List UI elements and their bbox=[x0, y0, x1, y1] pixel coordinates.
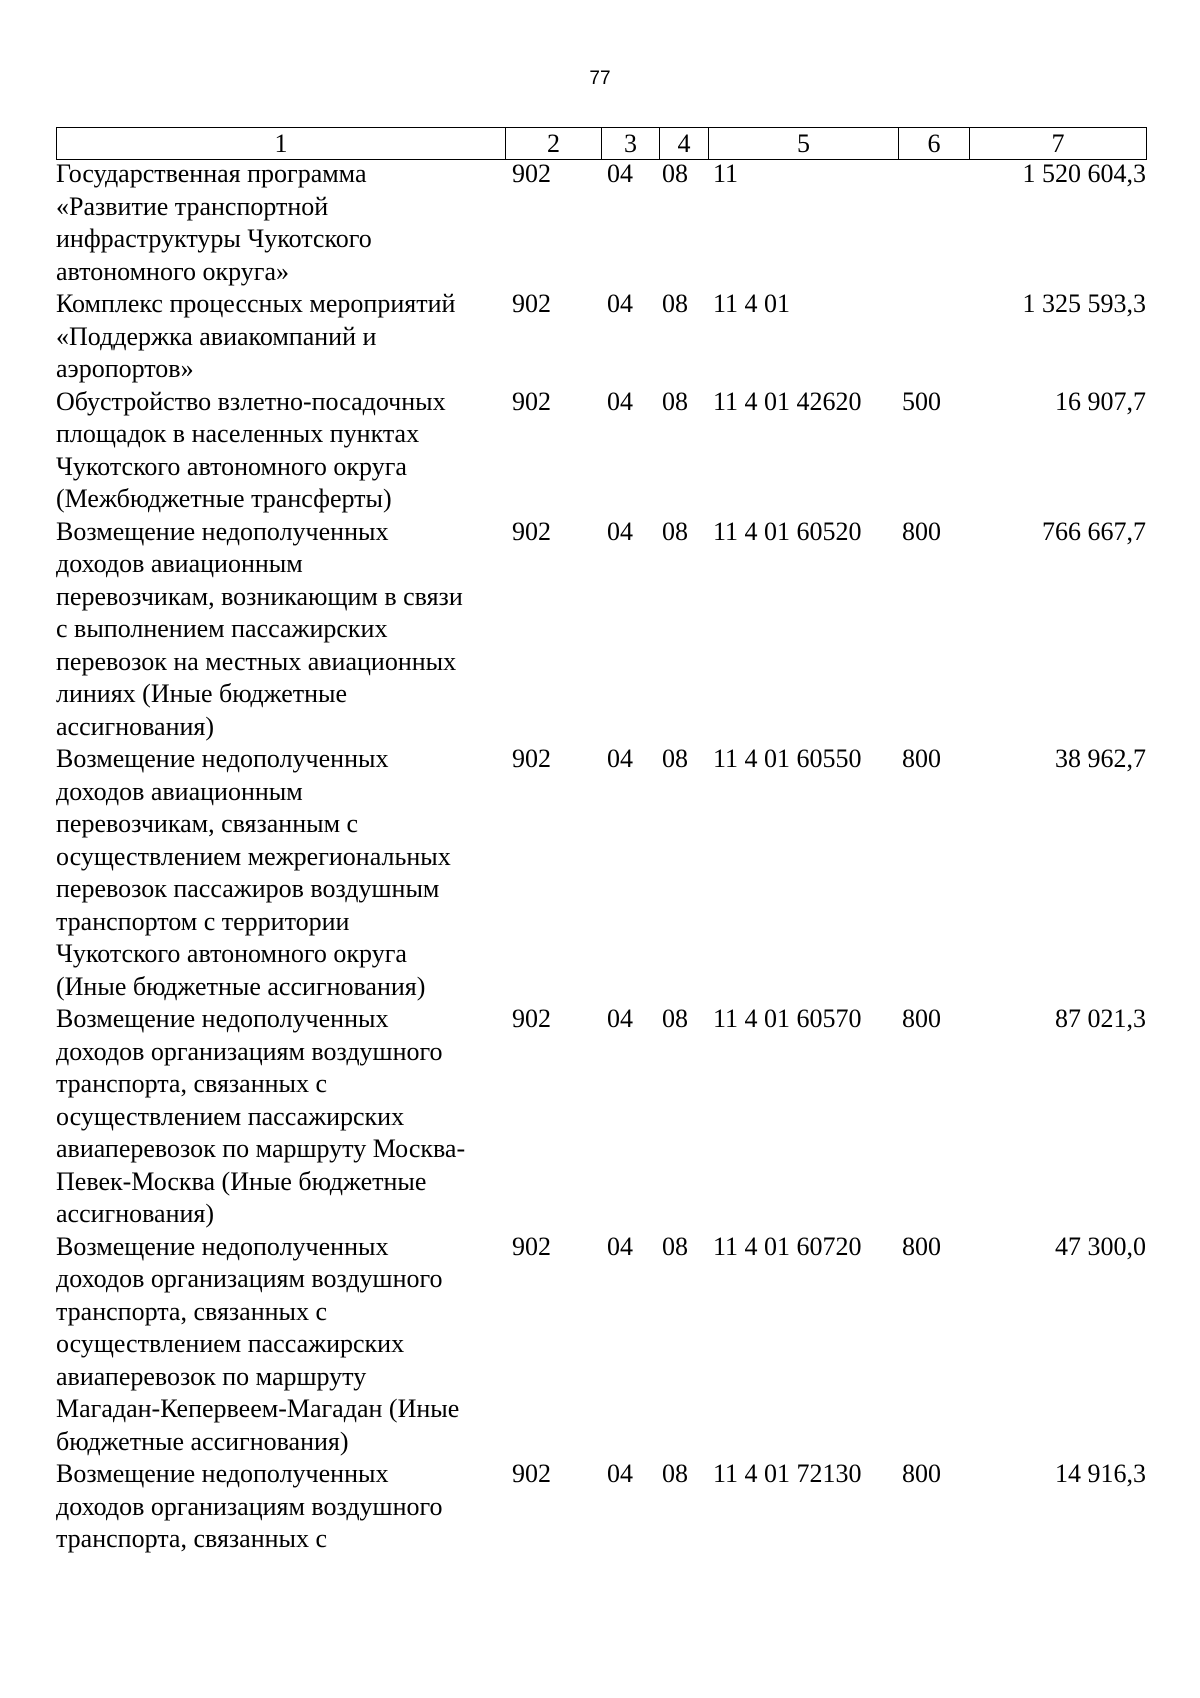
row-expense-type: 800 bbox=[902, 1231, 941, 1261]
table-row bbox=[56, 743, 1146, 1003]
table-header bbox=[56, 127, 1147, 160]
row-description: Возмещение недополученных доходов авиационным перевозчикам, возникающим в связи с выполнением пассажирских перевозок на местных авиационных линиях (Иные бюджетные ассигнования) bbox=[56, 516, 463, 741]
table-row bbox=[56, 516, 1146, 744]
row-admin-code: 902 bbox=[512, 1459, 551, 1488]
row-target-code: 11 4 01 bbox=[713, 289, 791, 318]
table-row bbox=[56, 288, 1146, 386]
row-target-code: 11 4 01 60720 bbox=[713, 1231, 862, 1261]
column-header-3: 3 bbox=[602, 128, 660, 160]
row-subsection-code: 08 bbox=[662, 1004, 688, 1033]
row-expense-type: 800 bbox=[902, 516, 941, 546]
row-target-code: 11 4 01 72130 bbox=[713, 1459, 862, 1488]
row-subsection-code: 08 bbox=[662, 744, 688, 773]
row-description: Комплекс процессных мероприятий «Поддержка авиакомпаний и аэропортов» bbox=[56, 289, 456, 383]
row-section-code: 04 bbox=[607, 289, 633, 318]
row-section-code: 04 bbox=[607, 744, 633, 773]
row-description: Обустройство взлетно-посадочных площадок в населенных пунктах Чукотского автономного округа (Межбюджетные трансферты) bbox=[56, 386, 446, 513]
row-target-code: 11 4 01 60550 bbox=[713, 744, 862, 773]
row-section-code: 04 bbox=[607, 386, 633, 416]
row-target-code: 11 4 01 60570 bbox=[713, 1004, 862, 1033]
row-amount: 1 325 593,3 bbox=[1022, 289, 1146, 318]
column-header-7: 7 bbox=[970, 128, 1147, 160]
column-header-5: 5 bbox=[709, 128, 899, 160]
row-amount: 16 907,7 bbox=[1055, 386, 1146, 416]
row-subsection-code: 08 bbox=[662, 159, 688, 188]
row-description: Возмещение недополученных доходов авиационным перевозчикам, связанным с осуществлением межрегиональных перевозок пассажиров воздушным транспортом с территории Чукотского автономного округа (Иные бюджетные ассигнования) bbox=[56, 744, 451, 1001]
row-description: Возмещение недополученных доходов организациям воздушного транспорта, связанных с bbox=[56, 1459, 443, 1553]
row-section-code: 04 bbox=[607, 1459, 633, 1488]
row-subsection-code: 08 bbox=[662, 289, 688, 318]
row-target-code: 11 4 01 42620 bbox=[713, 386, 862, 416]
column-header-6: 6 bbox=[899, 128, 970, 160]
table-row bbox=[56, 1231, 1146, 1459]
row-admin-code: 902 bbox=[512, 1004, 551, 1033]
column-header-1: 1 bbox=[57, 128, 506, 160]
row-subsection-code: 08 bbox=[662, 516, 688, 546]
row-expense-type: 800 bbox=[902, 1459, 941, 1488]
row-admin-code: 902 bbox=[512, 744, 551, 773]
row-subsection-code: 08 bbox=[662, 386, 688, 416]
row-subsection-code: 08 bbox=[662, 1459, 688, 1488]
table-row bbox=[56, 1458, 1146, 1556]
row-description: Государственная программа «Развитие транспортной инфраструктуры Чукотского автономного округа» bbox=[56, 159, 372, 286]
row-amount: 47 300,0 bbox=[1055, 1231, 1146, 1261]
row-expense-type: 500 bbox=[902, 386, 941, 416]
table-row bbox=[56, 1003, 1146, 1231]
column-header-4: 4 bbox=[660, 128, 709, 160]
row-admin-code: 902 bbox=[512, 289, 551, 318]
table-row bbox=[56, 158, 1146, 288]
row-amount: 87 021,3 bbox=[1055, 1004, 1146, 1033]
row-section-code: 04 bbox=[607, 1231, 633, 1261]
row-target-code: 11 bbox=[713, 159, 739, 188]
row-subsection-code: 08 bbox=[662, 1231, 688, 1261]
row-admin-code: 902 bbox=[512, 386, 551, 416]
row-admin-code: 902 bbox=[512, 516, 551, 546]
row-section-code: 04 bbox=[607, 1004, 633, 1033]
row-expense-type: 800 bbox=[902, 744, 941, 773]
row-section-code: 04 bbox=[607, 516, 633, 546]
row-amount: 766 667,7 bbox=[1042, 516, 1146, 546]
row-amount: 38 962,7 bbox=[1055, 744, 1146, 773]
row-section-code: 04 bbox=[607, 159, 633, 188]
table-body bbox=[56, 158, 1146, 1556]
row-admin-code: 902 bbox=[512, 159, 551, 188]
row-amount: 14 916,3 bbox=[1055, 1459, 1146, 1488]
row-admin-code: 902 bbox=[512, 1231, 551, 1261]
row-target-code: 11 4 01 60520 bbox=[713, 516, 862, 546]
page-number: 77 bbox=[589, 68, 611, 89]
column-header-2: 2 bbox=[506, 128, 602, 160]
row-amount: 1 520 604,3 bbox=[1022, 159, 1146, 188]
row-expense-type: 800 bbox=[902, 1004, 941, 1033]
row-description: Возмещение недополученных доходов организациям воздушного транспорта, связанных с осуществлением пассажирских авиаперевозок по маршруту Магадан-Кепервеем-Магадан (Иные бюджетные ассигнования) bbox=[56, 1231, 460, 1456]
row-description: Возмещение недополученных доходов организациям воздушного транспорта, связанных с осуществлением пассажирских авиаперевозок по маршруту Москва- Певек-Москва (Иные бюджетные ассигнования) bbox=[56, 1004, 466, 1228]
table-row bbox=[56, 386, 1146, 516]
